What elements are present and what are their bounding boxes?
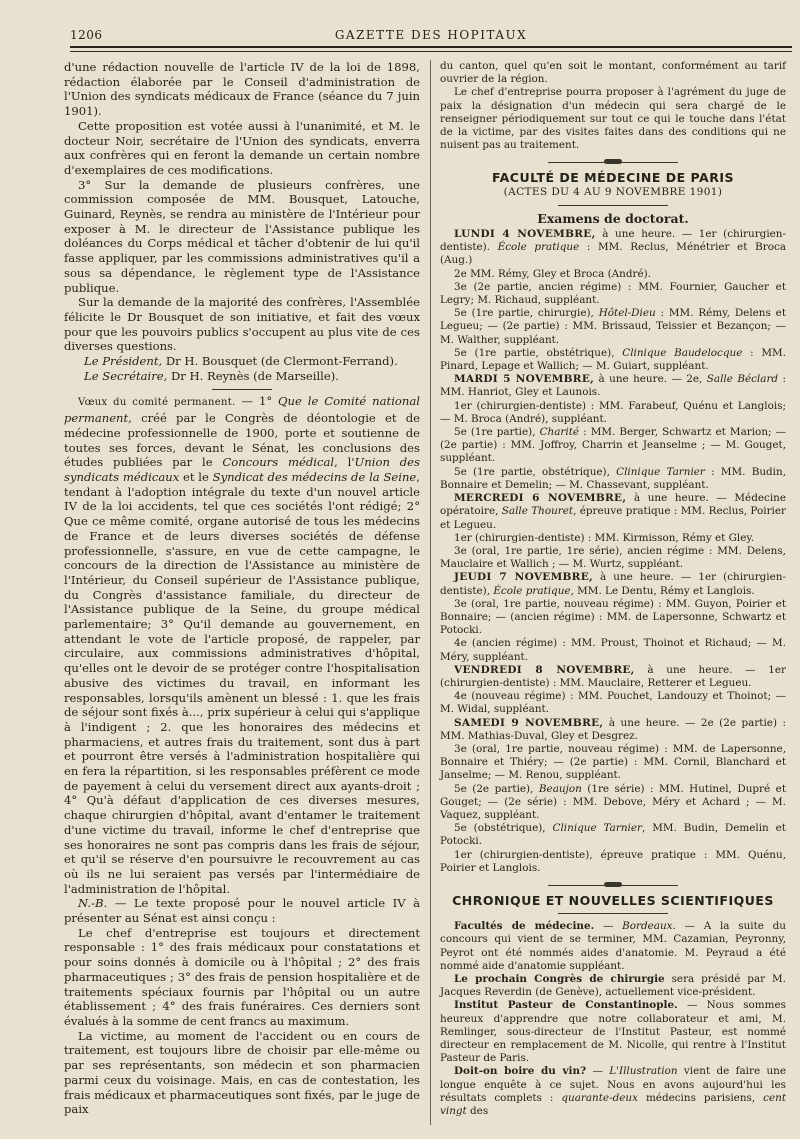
text-run: à une heure. — 2e (2e partie) : MM. Mathias-Duval, Gley et Desgrez.	[440, 716, 786, 742]
exams-title: Examens de doctorat.	[537, 210, 689, 226]
text-run: à une heure. — Médecine opératoire,	[440, 492, 786, 518]
text-run: à une heure. — 1er (chirurgien-dentiste) : MM. Mauclaire, Retterer et Legueu.	[440, 663, 787, 689]
exam-entry: 4e (ancien régime) : MM. Proust, Thoinot et Richaud; — M. Méry, suppléant.	[440, 637, 786, 663]
text-run: quarante-deux	[561, 1091, 638, 1104]
exam-entry	[440, 466, 786, 492]
news-lead: Le prochain Congrès de chirurgie	[454, 973, 665, 985]
text-run: , MM. Le Dentu, Rémy et Langlois.	[570, 584, 755, 597]
text-run: : MM. Reclus, Ménétrier et Broca (Aug.)	[440, 241, 786, 267]
text-run: Salle Thouret	[501, 505, 574, 518]
exam-entry: 1er (chirurgien-dentiste) : MM. Farabeuf, Quénu et Langlois; — M. Broca (André), suppléant.	[440, 399, 786, 425]
journal-title: GAZETTE DES HOPITAUX	[334, 28, 528, 42]
section-rule	[558, 205, 668, 206]
text-run: —	[586, 1065, 610, 1078]
paragraph: Le chef d'entreprise est toujours et directement responsable : 1° des frais médicaux pour constatations et pour soins donnés à domicile ou à l'hôpital ; 2° des frais pharmaceutiques ; 3° des frais de pension hospitalière et de traitements spéciaux fournis par l'hôpital ou un autre établissement ; 4° des frais funéraires. Ces derniers sont évalués à la somme de cent francs au maximum.	[64, 925, 420, 1028]
text-run: (1re série) : MM. Hutinel, Dupré et Gouget; — (2e série) : MM. Debove, Méry et Achard ; — M. Vaquez, suppléant.	[440, 782, 786, 821]
news-lead: Doit-on boire du vin?	[454, 1065, 587, 1078]
page-number: 1206	[70, 28, 103, 42]
text-run: . — A la suite du concours qui vient de se terminer, MM. Cazamian, Peyronny, Peyrot ont été nommés aides d'anatomie. M. Peyraud a été nommé aide d'anatomie suppléant.	[440, 920, 787, 972]
exam-day: VENDREDI 8 NOVEMBRE,	[454, 663, 635, 676]
exam-entry	[440, 571, 786, 597]
news-item	[440, 1065, 786, 1118]
text-run: École pratique	[497, 241, 580, 254]
text-run: Clinique Tarnier	[552, 822, 642, 835]
paragraph: d'une rédaction nouvelle de l'article IV de la loi de 1898, rédaction élaborée par le Conseil d'administration de l'Union des syndicats médicaux de France (séance du 7 juin 1901).	[64, 60, 420, 119]
paragraph-lead: Vœux du comité permanent.	[78, 397, 236, 409]
text-run: Syndicat des médecins de la Seine	[212, 469, 417, 484]
news-lead: Institut Pasteur de Constantinople.	[454, 999, 678, 1012]
text-run: 5e (1re partie, chirurgie),	[454, 307, 599, 320]
exam-entry	[440, 307, 786, 347]
text-run: : MM. Rémy, Delens et Legueu; — (2e partie) : MM. Brissaud, Teissier et Bezançon; — M. Walther, suppléant.	[440, 307, 786, 346]
paragraph-nb	[64, 896, 420, 925]
text-run: 5e (obstétrique),	[454, 822, 553, 835]
text-run: vient de faire une longue enquête à ce sujet. Nous en avons aujourd'hui les résultats complets :	[440, 1065, 786, 1104]
text-run: cent vingt	[440, 1091, 786, 1118]
exam-entry	[440, 228, 786, 268]
text-run: à une heure. — 2e,	[594, 373, 707, 386]
news-item	[440, 973, 786, 999]
signature-president	[64, 354, 420, 369]
exam-day: LUNDI 4 NOVEMBRE,	[454, 228, 596, 241]
exam-entry: 3e (oral, 1re partie, nouveau régime) : MM. de Lapersonne, Bonnaire et Thiéry; — (2e partie) : MM. Cornil, Blanchard et Janselme; — M. Renou, suppléant.	[440, 742, 786, 782]
exam-day: SAMEDI 9 NOVEMBRE,	[454, 716, 604, 729]
exam-entry: 3e (oral, 1re partie, 1re série), ancien régime : MM. Delens, Mauclaire et Wallich ; — M. Wurtz, suppléant.	[440, 544, 786, 571]
exam-entry	[440, 664, 786, 690]
text-run: École pratique	[493, 584, 571, 597]
news-item	[440, 999, 786, 1065]
exam-entry	[440, 373, 786, 399]
text-run: Union des syndicats médicaux	[64, 455, 420, 484]
news-item	[440, 920, 786, 973]
signature-name: Dr H. Bousquet (de Clermont-Ferrand).	[165, 354, 398, 369]
exam-entry: 4e (nouveau régime) : MM. Pouchet, Landouzy et Thoinot; — M. Widal, suppléant.	[440, 690, 786, 716]
paragraph-voeux	[64, 394, 420, 896]
page-header	[70, 22, 792, 44]
section-rule	[558, 913, 668, 914]
paragraph: 3° Sur la demande de plusieurs confrères, une commission composée de MM. Bousquet, Latouche, Guinard, Reynès, se rendra au ministère de l'Intérieur pour exposer à M. le directeur de l'Assistance publique les doléances du Corps médical et tâcher d'obtenir de lui qu'il fasse appliquer, par les commissions administratives qu'il a sous sa dépendance, le règlement type de l'Assistance publique.	[64, 177, 420, 295]
exam-entry: 3e (oral, 1re partie, nouveau régime) : MM. Guyon, Poirier et Bonnaire; — (ancien régime) : MM. de Lapersonne, Schwartz et Potocki.	[440, 597, 786, 637]
exam-day: MERCREDI 6 NOVEMBRE,	[454, 492, 627, 505]
paragraph: Sur la demande de la majorité des confrères, l'Assemblée félicite le Dr Bousquet de son initiative, et fait des vœux pour que les pouvoirs publics s'occupent au plus vite de ces diverses questions.	[64, 295, 420, 354]
text-run: — Nous sommes heureux d'apprendre que notre collaborateur et ami, M. Remlinger, sous-directeur de l'Institut Pasteur, est nommé directeur en remplacement de M. Nicolle, qui rentre à l'Institut Pasteur de Paris.	[440, 999, 786, 1065]
text-run: Charité	[539, 426, 580, 439]
ornament-rule	[548, 882, 678, 888]
exam-entry	[440, 822, 786, 848]
text-run: , l'	[334, 455, 355, 470]
chronique-title: CHRONIQUE ET NOUVELLES SCIENTIFIQUES	[452, 892, 774, 908]
text-run: 5e (1re partie, obstétrique),	[454, 346, 623, 359]
text-run: 5e (1re partie, obstétrique),	[454, 465, 617, 478]
exam-entry	[440, 717, 786, 743]
exam-entry	[440, 347, 786, 373]
header-rule-thin	[70, 51, 792, 52]
text-run: 5e (2e partie),	[454, 782, 539, 795]
exam-day: JEUDI 7 NOVEMBRE,	[454, 571, 593, 584]
text-run: — 1°	[235, 394, 279, 409]
exam-entry: 1er (chirurgien-dentiste), épreuve pratique : MM. Quénu, Poirier et Langlois.	[440, 848, 786, 874]
faculty-subtitle: (ACTES DU 4 AU 9 NOVEMBRE 1901)	[503, 185, 723, 198]
text-run: —	[594, 920, 623, 933]
text-run: L'Illustration	[609, 1065, 678, 1078]
signature-secretary	[64, 369, 420, 384]
paragraph-lead: N.-B.	[78, 896, 108, 911]
left-column	[64, 60, 420, 1117]
text-run: Que le Comité national permanent,	[64, 394, 420, 426]
text-run: et le	[179, 469, 213, 484]
section-rule	[212, 389, 272, 390]
paragraph: du canton, quel qu'en soit le montant, conformément au tarif ouvrier de la région.	[440, 60, 786, 86]
text-run: — Le texte proposé pour le nouvel article IV à présenter au Sénat est ainsi conçu :	[64, 896, 420, 926]
text-run: Clinique Tarnier	[616, 465, 705, 478]
text-run: Salle Béclard	[706, 373, 779, 386]
exam-entry	[440, 426, 786, 466]
text-run: : MM. Hanriot, Gley et Launois.	[440, 373, 786, 399]
right-column	[440, 60, 786, 1118]
news-lead: Facultés de médecine.	[454, 920, 595, 933]
text-run: : MM. Budin, Bonnaire et Demelin; — M. Chassevant, suppléant.	[440, 465, 786, 491]
ornament-rule	[548, 159, 678, 165]
text-run: Clinique Baudelocque	[622, 346, 743, 359]
text-run: Concours médical	[222, 455, 335, 470]
signature-role: Le Président,	[84, 354, 163, 369]
paragraph: Cette proposition est votée aussi à l'unanimité, et M. le docteur Noir, secrétaire de l'Union des syndicats, enverra aux confrères qui en feront la demande un certain nombre d'exemplaires de ces modifications.	[64, 118, 420, 177]
text-run: à une heure. — 1er (chirurgien-dentiste).	[440, 228, 786, 254]
exam-entry: 2e MM. Rémy, Gley et Broca (André).	[454, 267, 651, 280]
signature-name: Dr H. Reynès (de Marseille).	[171, 368, 339, 383]
text-run: : MM. Pinard, Lepage et Wallich; — M. Guiart, suppléant.	[440, 346, 786, 373]
text-run: Beaujon	[538, 782, 582, 795]
header-rule-thick	[70, 46, 792, 48]
text-run: à une heure. — 1er (chirurgien-dentiste),	[440, 571, 786, 597]
text-run: , tendant à l'adoption intégrale du texte d'un nouvel article IV de la loi accidents, tel que ces sociétés l'ont rédigé; 2° Que ce même comité, organe autorisé de tous les médecins de France et de leurs diverses sociétés de défense professionnelle, s'assure, en vue de cette campagne, le concours de la direction de l'Assistance au ministère de l'Intérieur, du Conseil supérieur de l'Assistance publique, du Congrès d'assistance familiale, du directeur de l'Assistance publique de la Seine, du groupe médical parlementaire; 3° Qu'il demande au gouvernement, en attendant le vote de l'article proposé, de rappeler, par circulaire, aux commissions administratives d'hôpital, qu'elles ont le devoir de se protéger contre l'hospitalisation abusive des victimes du travail, en informant les responsables, lorsqu'ils amènent un blessé : 1. que les frais de séjour sont fixés à..., prix supérieur à celui qui s'applique à l'indigent ; 2. que les honoraires des médecins et pharmaciens, et autres frais du traitement, sont dus à part et pourront être versés à l'administration hospitalière qui en fera la répartition, si les responsables préfèrent ce mode de payement à celui du versement direct aux ayants-droit ; 4° Qu'à défaut d'application de ces diverses mesures, chaque chirurgien d'hôpital, avant d'entamer le traitement d'une victime du travail, informe le chef d'entreprise que ses honoraires ne sont pas compris dans les frais de séjour, et qu'il se réserve d'en poursuivre le recouvrement au cas où ils ne lui seraient pas versés par l'intermédiaire de l'administration de l'hôpital.	[64, 469, 420, 896]
signature-role: Le Secrétaire,	[84, 368, 168, 383]
exam-day: MARDI 5 NOVEMBRE,	[454, 373, 595, 386]
text-run: des	[466, 1105, 489, 1118]
exam-entry: 3e (2e partie, ancien régime) : MM. Fournier, Gaucher et Legry; M. Richaud, suppléant.	[440, 280, 786, 307]
paragraph: La victime, au moment de l'accident ou en cours de traitement, est toujours libre de choisir par elle-même ou par ses représentants, son médecin et son pharmacien parmi ceux du voisinage. Mais, en cas de contestation, les frais médicaux et pharmaceutiques sont fixés, par le juge de paix	[64, 1028, 420, 1117]
faculty-title: FACULTÉ DE MÉDECINE DE PARIS	[492, 170, 734, 186]
text-run: créé par le Congrès de déontologie et de médecine professionnelle de 1900, porte et soutienne de toutes ses forces, devant le Sénat, les conclusions des études publiées par le	[64, 411, 420, 470]
exam-entry	[440, 783, 786, 823]
text-run: Hôtel-Dieu	[598, 307, 656, 320]
exam-entry: 1er (chirurgien-dentiste) : MM. Kirmisson, Rémy et Gley.	[454, 531, 755, 544]
text-run: médecins parisiens,	[637, 1091, 764, 1104]
text-run: , MM. Budin, Demelin et Potocki.	[440, 822, 786, 848]
text-run: sera présidé par M. Jacques Reverdin (de Genève), actuellement vice-président.	[440, 973, 786, 999]
text-run: : MM. Berger, Schwartz et Marion; — (2e partie) : MM. Joffroy, Charrin et Jeanselme ; — M. Gouget, suppléant.	[440, 426, 786, 465]
column-divider	[430, 60, 431, 1125]
text-run: Bordeaux	[622, 920, 673, 933]
exam-entry	[440, 492, 786, 532]
text-run: , épreuve pratique : MM. Reclus, Poirier et Legueu.	[440, 505, 786, 531]
text-run: 5e (1re partie),	[454, 426, 540, 439]
paragraph: Le chef d'entreprise pourra proposer à l'agrément du juge de paix la désignation d'un médecin qui sera chargé de le renseigner périodiquement sur tout ce qui le touche dans l'état de la victime, par des visites faites dans des conditions qui ne nuisent pas au traitement.	[440, 86, 786, 152]
